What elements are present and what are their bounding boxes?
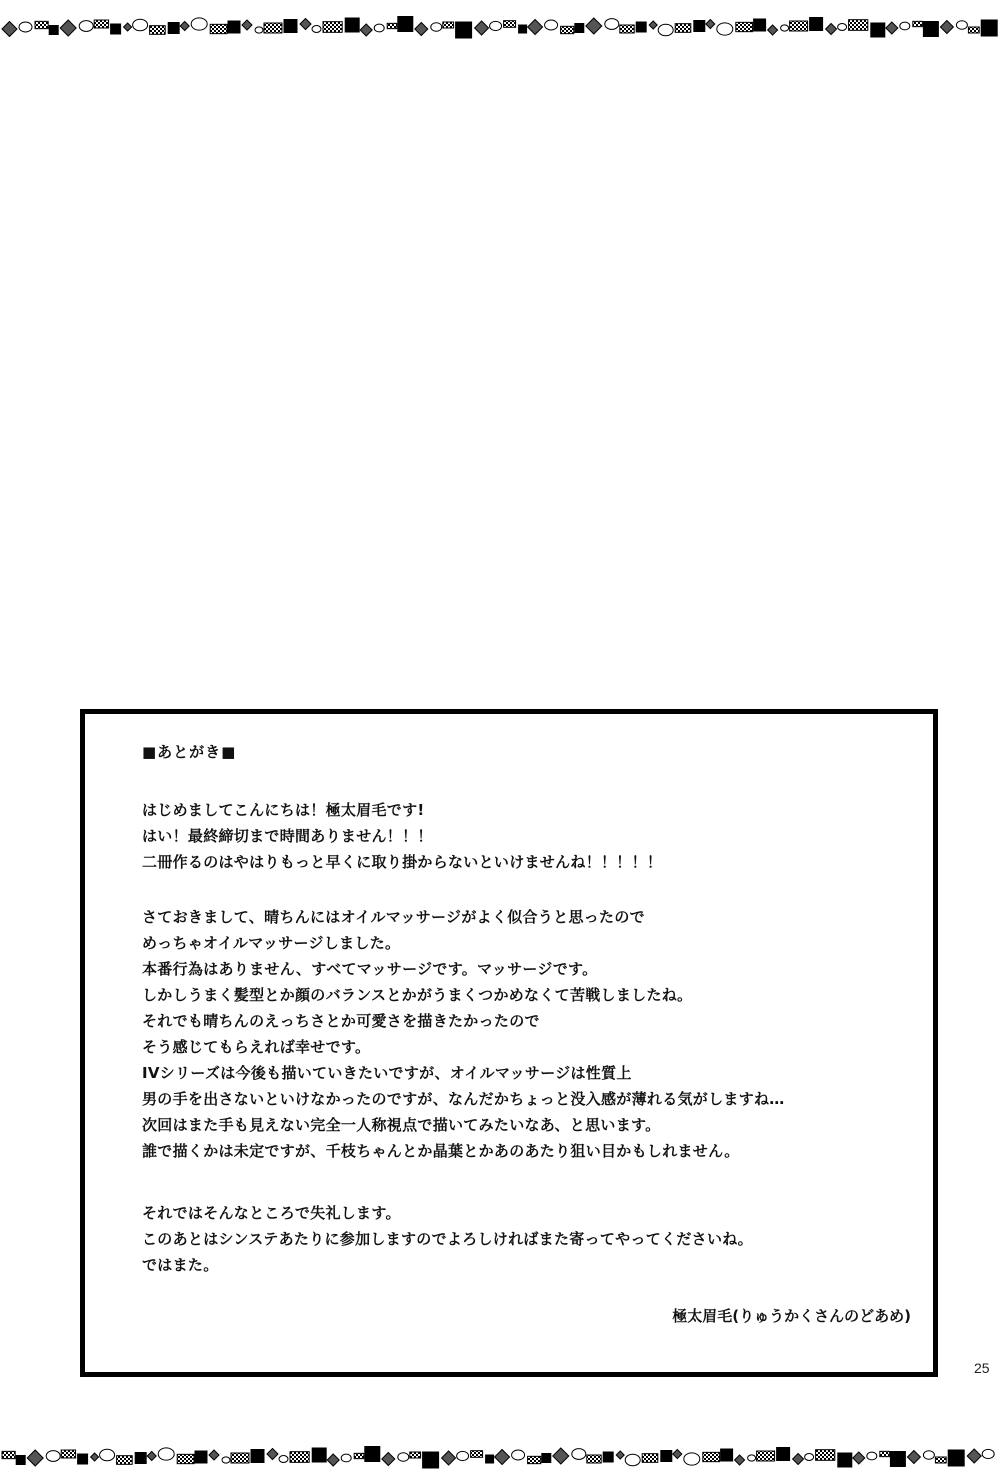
border-ornament [867, 1452, 877, 1460]
border-ornament [528, 20, 543, 35]
border-ornament [374, 24, 384, 32]
border-ornament [982, 1449, 994, 1458]
border-ornament [264, 23, 282, 33]
border-ornament [504, 21, 516, 28]
border-ornament [312, 26, 321, 33]
border-ornament [642, 1454, 658, 1463]
border-ornament [805, 1454, 814, 1461]
border-ornament [16, 1456, 25, 1465]
border-ornament [284, 20, 297, 33]
text-line: それではそんなところで失礼します。 [142, 1204, 401, 1222]
border-ornament [781, 25, 789, 31]
border-ornament [2, 1451, 15, 1458]
border-ornament [777, 1448, 790, 1461]
border-ornament [948, 1450, 964, 1466]
border-ornament [2, 22, 17, 37]
afterword-heading: ■あとがき■ [142, 743, 237, 761]
border-ornament [191, 18, 207, 30]
border-ornament [290, 1452, 309, 1463]
border-ornament [133, 19, 148, 31]
border-ornament [300, 19, 311, 30]
border-ornament [158, 1448, 174, 1460]
border-ornament [242, 20, 252, 30]
border-ornament [636, 22, 646, 32]
text-line: 二冊作るのはやはりもっと早くに取り掛からないといけませんね！！！！！ [142, 853, 663, 871]
border-ornament [542, 1454, 551, 1463]
border-ornament [587, 1455, 601, 1463]
border-ornament [486, 1455, 494, 1463]
border-ornament [519, 25, 527, 33]
decorative-border-bottom [0, 1438, 1000, 1476]
border-ornament [793, 1454, 804, 1465]
border-ornament [415, 23, 428, 36]
border-ornament [61, 1450, 75, 1458]
border-ornament [60, 20, 76, 36]
border-ornament [231, 1453, 249, 1463]
border-ornament [900, 22, 910, 30]
border-ornament [561, 26, 574, 33]
border-ornament [410, 1452, 421, 1458]
border-ornament [327, 1454, 339, 1466]
border-ornament [907, 1451, 920, 1464]
text-line: IVシリーズは今後も描いていきたいですが、オイルマッサージは性質上 [142, 1064, 632, 1082]
text-line: 誰で描くかは未定ですが、千枝ちゃんとか晶葉とかあのあたり狙い目かもしれません。 [142, 1142, 740, 1160]
border-ornament [117, 1456, 133, 1465]
border-ornament [94, 20, 108, 28]
border-ornament [605, 19, 619, 30]
border-ornament [345, 18, 359, 32]
paragraph-greeting [142, 797, 662, 875]
border-ornament [323, 22, 342, 33]
border-ornament [673, 1450, 682, 1459]
border-ornament [940, 21, 953, 34]
border-ornament [135, 1453, 146, 1464]
border-ornament [736, 22, 753, 31]
border-ornament [91, 1453, 99, 1461]
border-ornament [625, 1454, 640, 1466]
border-ornament [768, 25, 778, 35]
border-ornament [222, 1457, 230, 1463]
border-ornament [871, 23, 885, 37]
border-ornament [810, 18, 823, 31]
text-line: そう感じてもらえれば幸せです。 [142, 1038, 371, 1056]
border-ornament [27, 1450, 43, 1466]
border-ornament [457, 1451, 469, 1460]
border-ornament [251, 1450, 264, 1463]
text-line: 本番行為はありません、すべてマッサージです。マッサージです。 [142, 960, 598, 978]
border-ornament [312, 1448, 326, 1462]
border-ornament [35, 21, 48, 28]
border-ornament [442, 1451, 456, 1465]
border-ornament [553, 1448, 569, 1464]
border-ornament [456, 22, 472, 38]
border-ornament [981, 20, 997, 36]
border-ornament [703, 1452, 720, 1461]
border-ornament [124, 23, 132, 31]
border-ornament [675, 24, 691, 33]
border-ornament [100, 1449, 115, 1461]
border-ornament [545, 20, 558, 30]
border-ornament [341, 1454, 351, 1462]
border-ornament [180, 22, 189, 31]
border-ornament [279, 1456, 288, 1463]
border-ornament [382, 1453, 395, 1466]
border-ornament [956, 21, 967, 29]
border-ornament [935, 1457, 946, 1463]
border-ornament [849, 20, 868, 31]
border-ornament [228, 21, 240, 33]
border-ornament [528, 1456, 541, 1463]
border-ornament [586, 18, 602, 34]
border-ornament-svg [0, 1438, 1000, 1476]
border-ornament [748, 1455, 756, 1461]
border-ornament [694, 21, 705, 32]
border-ornament [209, 1450, 219, 1460]
text-line: めっちゃオイルマッサージしました。 [142, 934, 401, 952]
border-ornament [826, 24, 837, 35]
border-ornament [431, 23, 442, 31]
border-ornament [886, 22, 898, 34]
border-ornament [147, 1452, 156, 1461]
border-ornament [512, 1450, 525, 1460]
border-ornament [150, 26, 166, 35]
border-ornament [923, 1451, 934, 1459]
border-ornament [475, 21, 489, 35]
border-ornament [195, 1451, 207, 1463]
border-ornament [923, 22, 938, 37]
border-ornament [111, 24, 121, 34]
paragraph-body [142, 904, 785, 1164]
border-ornament [443, 22, 454, 28]
border-ornament [603, 1452, 613, 1462]
border-ornament [19, 22, 32, 32]
border-ornament [838, 24, 847, 31]
border-ornament [177, 1454, 194, 1463]
border-ornament [255, 27, 263, 33]
afterword-box [80, 709, 938, 1377]
border-ornament [735, 1455, 745, 1465]
border-ornament [890, 1452, 905, 1467]
border-ornament [572, 1449, 586, 1460]
border-ornament [880, 1451, 890, 1456]
border-ornament [816, 1450, 835, 1461]
text-line: しかしうまく髪型とか顔のバランスとかがうまくつかめなくて苦戦しましたね。 [142, 986, 693, 1004]
border-ornament [575, 24, 584, 33]
border-ornament [616, 1451, 624, 1459]
border-ornament [913, 21, 923, 26]
border-ornament [620, 25, 634, 33]
text-line: はじめましてこんにちは！極太眉毛です! [142, 801, 425, 819]
border-ornament [360, 24, 372, 36]
border-ornament [495, 1450, 510, 1465]
text-line: このあとはシンステあたりに参加しますのでよろしければまた寄ってやってくださいね。 [142, 1230, 753, 1248]
border-ornament [79, 21, 93, 32]
author-signature: 極太眉毛(りゅうかくさんのどあめ) [672, 1307, 911, 1325]
border-ornament [210, 24, 227, 33]
border-ornament [754, 19, 766, 31]
border-ornament [757, 1451, 775, 1461]
text-line: はい！最終締切まで時間ありません！！！ [142, 827, 433, 845]
text-line: さておきまして、晴ちんにはオイルマッサージがよく似合うと思ったので [142, 908, 645, 926]
border-ornament [968, 27, 979, 33]
text-line: ではまた。 [142, 1256, 219, 1274]
text-line: 次回はまた手も見えない完全一人称視点で描いてみたいなあ、と思います。 [142, 1116, 661, 1134]
text-line: 男の手を出さないといけなかったのですが、なんだかちょっと没入感が薄れる気がしますね… [142, 1090, 785, 1108]
text-line: それでも晴ちんのえっちさとか可愛さを描きたかったので [142, 1012, 540, 1030]
border-ornament [721, 1449, 733, 1461]
border-ornament [649, 21, 657, 29]
border-ornament [423, 1452, 439, 1468]
border-ornament [168, 23, 179, 34]
border-ornament-svg [0, 8, 1000, 46]
border-ornament [46, 1451, 60, 1462]
border-ornament [853, 1452, 865, 1464]
border-ornament [267, 1449, 278, 1460]
border-ornament [967, 1449, 981, 1463]
border-ornament [490, 21, 502, 30]
border-ornament [658, 24, 673, 36]
page-number: 25 [974, 1360, 990, 1376]
border-ornament [706, 20, 715, 29]
border-ornament [365, 1447, 380, 1462]
border-ornament [78, 1454, 88, 1464]
border-ornament [387, 23, 397, 28]
border-ornament [471, 1451, 483, 1458]
border-ornament [398, 1453, 409, 1461]
border-ornament [354, 1453, 364, 1458]
border-ornament [790, 21, 808, 31]
border-ornament [838, 1453, 852, 1467]
border-ornament [717, 23, 733, 35]
border-ornament [661, 1451, 672, 1462]
border-ornament [398, 17, 413, 32]
decorative-border-top [0, 8, 1000, 46]
border-ornament [49, 26, 58, 35]
border-ornament [684, 1453, 700, 1465]
paragraph-closing [142, 1200, 753, 1278]
